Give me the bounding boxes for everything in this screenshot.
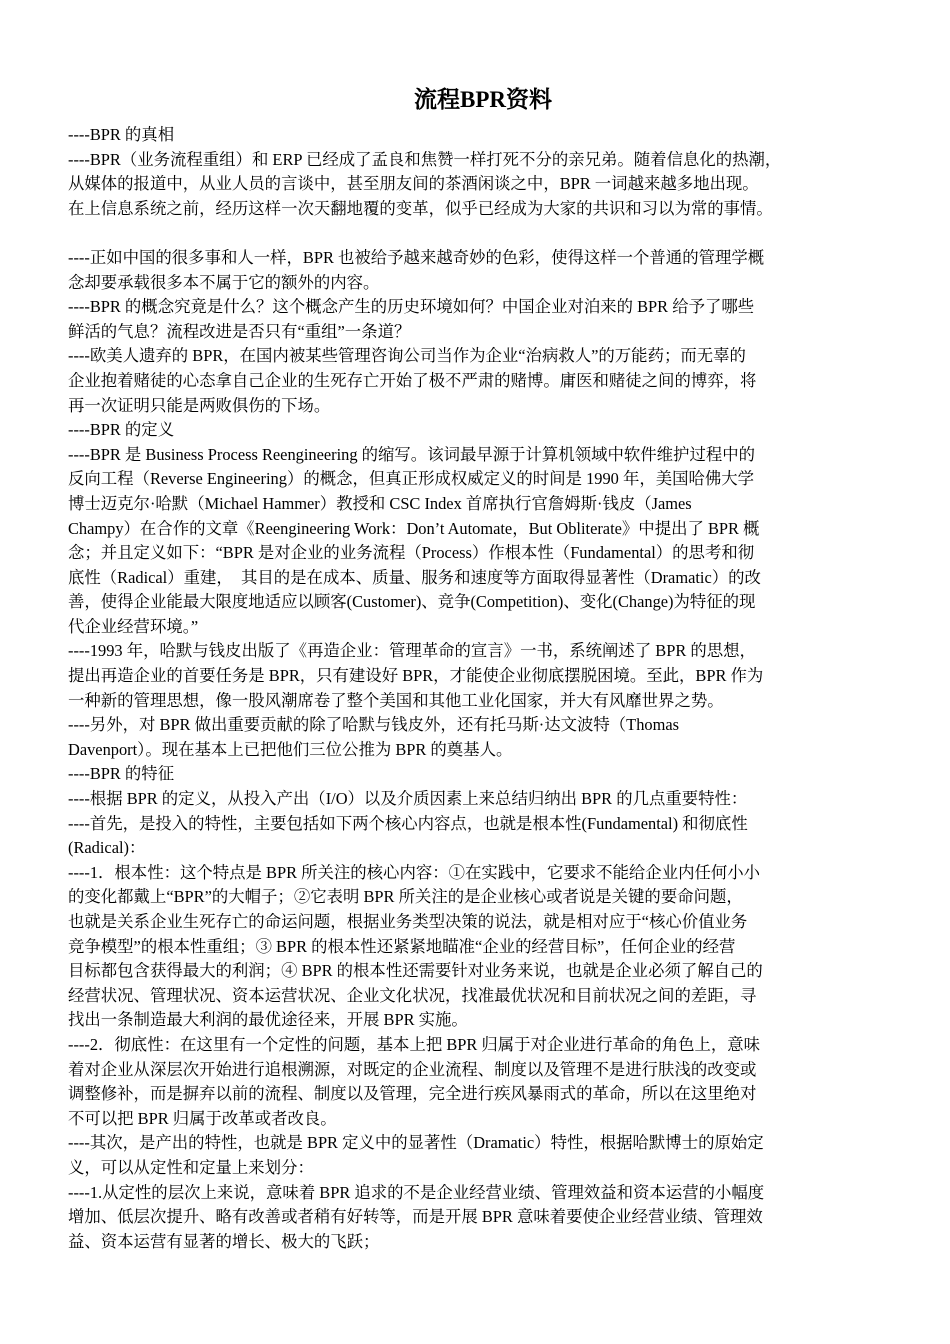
document-title: 流程BPR资料 [414, 87, 552, 112]
paragraph-bpr-input-features: ----首先，是投入的特性，主要包括如下两个核心内容点，也就是根本性(Fundamental) 和彻底性 (Radical)： [68, 813, 748, 858]
paragraph-bpr-radical: ----2．彻底性：在这里有一个定性的问题，基本上把 BPR 归属于对企业进行革命的角色上，意味 着对企业从深层次开始进行追根溯源，对既定的企业流程、制度以及管理不是进行肤浅的改变或 调整修补，而是摒弃以前的流程、制度以及管理，完全进行疾风暴雨式的革命，所以在这里绝对 不可以把 BPR 归属于改革或者改良。 [68, 1034, 761, 1128]
blank-line [68, 221, 898, 246]
paragraph-bpr-definition: ----BPR 是 Business Process Reengineering 的缩写。该词最早源于计算机领域中软件维护过程中的 反向工程（Reverse Engineering）的概念，但真正形成权威定义的时间是 1990 年，美国哈佛大学 博士迈克尔·哈默（Michael Hammer）教授和 CSC Index 首席执行官詹姆斯·钱皮（James Champy）在合作的文章《Reengineering Work：Don’t Automate，But Obliterate》中提出了 BPR 概 念；并且定义如下：“BPR 是对企业的业务流程（Process）作根本性（Fundamental）的思考和彻 底性（Radical）重建， 其目的是在成本、质量、服务和速度等方面取得显著性（Dramatic）的改 善，使得企业能最大限度地适应以顾客(Customer)、竞争(Competition)、变化(Change)为特征的现 代企业经营环境。” [68, 444, 761, 636]
document-page [68, 84, 898, 1254]
paragraph-bpr-questions: ----BPR 的概念究竟是什么？这个概念产生的历史环境如何？中国企业对泊来的 BPR 给予了哪些 鲜活的气息？流程改进是否只有“重组”一条道？ [68, 297, 755, 341]
paragraph-bpr-definition-heading: ----BPR 的定义 [68, 420, 175, 440]
paragraph-bpr-colors: ----正如中国的很多事和人一样，BPR 也被给予越来越奇妙的色彩，使得这样一个普通的管理学概 念却要承载很多本不属于它的额外的内容。 [68, 247, 765, 292]
paragraph-bpr-1993-book: ----1993 年，哈默与钱皮出版了《再造企业：管理革命的宣言》一书，系统阐述了 BPR 的思想， 提出再造企业的首要任务是 BPR，只有建设好 BPR，才能使企业彻底摆脱困境。至此，BPR 作为 一种新的管理思想，像一股风潮席卷了整个美国和其他工业化国家，并大有风靡世界之势。 [68, 641, 764, 710]
paragraph-bpr-erp-intro: ----BPR（业务流程重组）和 ERP 已经成了孟良和焦赞一样打死不分的亲兄弟。随着信息化的热潮， 从媒体的报道中，从业人员的言谈中，甚至朋友间的茶酒闲谈之中，BPR 一词越来越多地出现。 在上信息系统之前，经历这样一次天翻地覆的变革，似乎已经成为大家的共识和习以为常的事情。 [68, 149, 782, 218]
paragraph-bpr-gamble: ----欧美人遗弃的 BPR，在国内被某些管理咨询公司当作为企业“治病救人”的万能药；而无辜的 企业抱着赌徒的心态拿自己企业的生死存亡开始了极不严肃的赌博。庸医和赌徒之间的博弈，将 再一次证明只能是两败俱伤的下场。 [68, 346, 757, 415]
paragraph-bpr-features-intro: ----根据 BPR 的定义，从投入产出（I/O）以及介质因素上来总结归纳出 BPR 的几点重要特性： [68, 789, 748, 809]
paragraph-bpr-qualitative: ----1.从定性的层次上来说，意味着 BPR 追求的不是企业经营业绩、管理效益和资本运营的小幅度 增加、低层次提升、略有改善或者稍有好转等，而是开展 BPR 意味着要使企业经营业绩、管理效 益、资本运营有显著的增长、极大的飞跃； [68, 1182, 765, 1251]
paragraph-bpr-davenport: ----另外，对 BPR 做出重要贡献的除了哈默与钱皮外，还有托马斯·达文波特（Thomas Davenport）。现在基本上已把他们三位公推为 BPR 的奠基人。 [68, 715, 679, 759]
paragraph-bpr-fundamental: ----1．根本性：这个特点是 BPR 所关注的核心内容：①在实践中，它要求不能给企业内任何小小 的变化都戴上“BPR”的大帽子；②它表明 BPR 所关注的是企业核心或者说是关键的要命问题， 也就是关系企业生死存亡的命运问题，根据业务类型决策的说法，就是相对应于“核心价值业务 竞争模型”的根本性重组；③ BPR 的根本性还紧紧地瞄准“企业的经营目标”，任何企业的经营 目标都包含获得最大的利润；④ BPR 的根本性还需要针对业务来说，也就是企业必须了解自己的 经营状况、管理状况、资本运营状况、企业文化状况，找准最优状况和目前状况之间的差距，寻 找出一条制造最大利润的最优途径来，开展 BPR 实施。 [68, 862, 763, 1030]
paragraph-bpr-truth-heading: ----BPR 的真相 [68, 125, 175, 144]
paragraph-bpr-features-heading: ----BPR 的特征 [68, 764, 175, 784]
paragraph-bpr-output-features: ----其次，是产出的特性，也就是 BPR 定义中的显著性（Dramatic）特性，根据哈默博士的原始定 义，可以从定性和定量上来划分： [68, 1133, 764, 1177]
